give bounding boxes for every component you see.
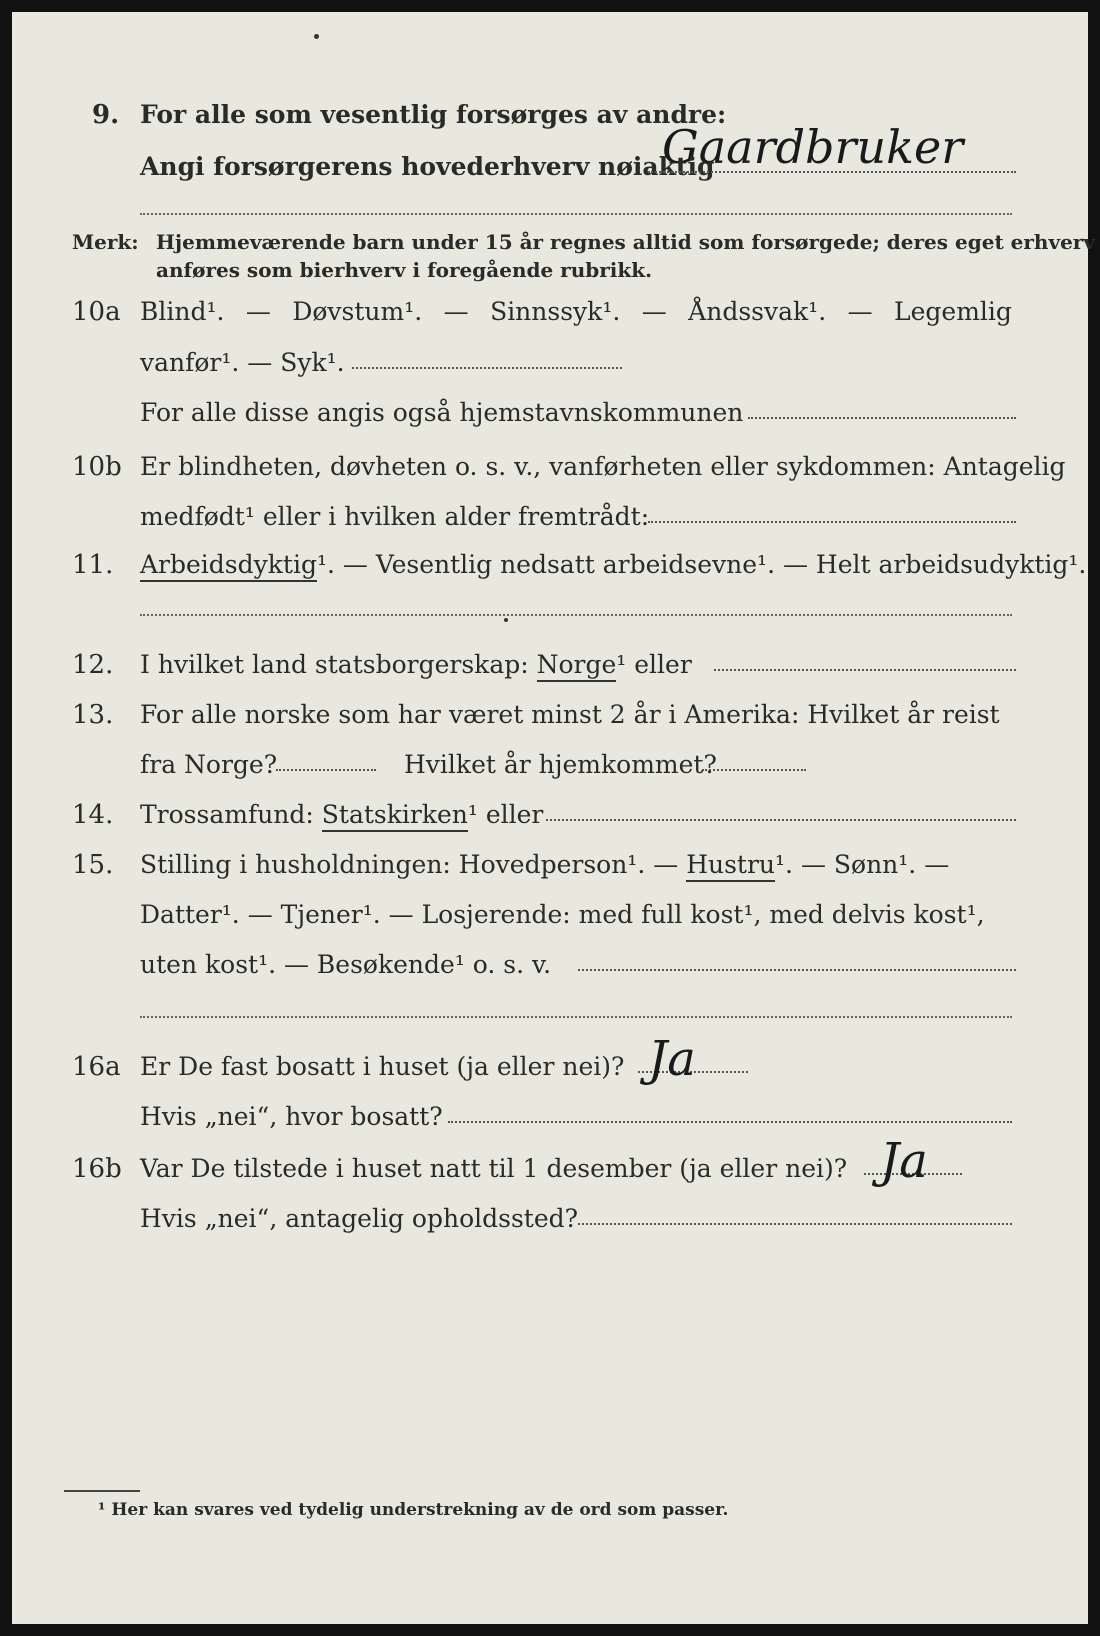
answer-line [748, 416, 1016, 419]
question-number: 13. [72, 700, 114, 730]
note-label: Merk: [72, 230, 139, 254]
question-15-line3: uten kost¹. — Besøkende¹ o. s. v. [140, 950, 552, 979]
question-14-text: Trossamfund: [140, 800, 314, 829]
answer-line [276, 768, 376, 771]
question-number: 15. [72, 850, 114, 880]
paper-speck [504, 618, 508, 622]
question-number: 9. [92, 100, 120, 130]
question-10a-line1 [140, 297, 1012, 327]
question-number: 11. [72, 550, 114, 580]
question-number: 10b [72, 452, 122, 482]
question-9-line1: For alle som vesentlig forsørges av andre: [140, 100, 727, 129]
dash: — [641, 297, 667, 326]
dash: — [443, 297, 469, 326]
handwritten-answer-16b: Ja [880, 1133, 928, 1189]
question-number: 16b [72, 1154, 122, 1184]
question-number: 14. [72, 800, 114, 830]
question-12-post: ¹ eller [616, 650, 692, 679]
answer-line [648, 170, 1016, 173]
answer-line [714, 668, 1016, 671]
question-number: 12. [72, 650, 114, 680]
question-13-line2b: Hvilket år hjemkommet? [404, 750, 717, 779]
question-15-line2: Datter¹. — Tjener¹. — Losjerende: med full kost¹, med delvis kost¹, [140, 900, 985, 929]
question-10a-line2: vanfør¹. — Syk¹. [140, 348, 345, 377]
question-16b-line1: Var De tilstede i huset natt til 1 desember (ja eller nei)? [140, 1154, 848, 1183]
option-legemlig: Legemlig [894, 297, 1012, 326]
footnote-rule [64, 1490, 140, 1492]
underlined-answer: Norge [537, 650, 617, 682]
answer-line [448, 1120, 1012, 1123]
footnote: ¹ Her kan svares ved tydelig understrekning av de ord som passer. [98, 1500, 729, 1520]
question-12-line [140, 650, 692, 680]
option-sinnssyk: Sinnssyk¹. [490, 297, 621, 326]
question-10a-line3: For alle disse angis også hjemstavnskommunen [140, 398, 744, 427]
question-11-line1 [140, 550, 1086, 580]
question-12-text: I hvilket land statsborgerskap: [140, 650, 529, 679]
answer-line [546, 818, 1016, 821]
question-14-post: ¹ eller [467, 800, 544, 829]
census-form-page [12, 12, 1095, 1624]
dash: — [847, 297, 873, 326]
question-10b-line2: medfødt¹ eller i hvilken alder fremtrådt: [140, 502, 650, 531]
answer-line [352, 366, 622, 369]
question-9-line2: Angi forsørgerens hovederhverv nøiaktig [140, 152, 715, 181]
dash: — [245, 297, 271, 326]
underlined-answer: Arbeidsdyktig [140, 550, 317, 582]
handwritten-answer-16a: Ja [648, 1031, 696, 1087]
option-blind: Blind¹. [140, 297, 225, 326]
question-13-line2a: fra Norge? [140, 750, 278, 779]
question-15-line1 [140, 850, 949, 880]
answer-line [140, 1015, 1012, 1018]
handwritten-answer-9: Gaardbruker [662, 120, 964, 174]
question-15-line1b: ¹. — Sønn¹. — [775, 850, 950, 879]
answer-line [140, 613, 1012, 616]
question-13-line1: For alle norske som har været minst 2 år i Amerika: Hvilket år reist [140, 700, 1000, 729]
note-line1: Hjemmeværende barn under 15 år regnes alltid som forsørgede; deres eget erhverv [156, 230, 1095, 254]
answer-line [578, 1222, 1012, 1225]
answer-line [140, 212, 1012, 215]
question-16a-line2: Hvis „nei“, hvor bosatt? [140, 1102, 443, 1131]
option-andssvak: Åndssvak¹. [688, 297, 827, 326]
answer-line [702, 768, 806, 771]
question-15-line1a: Stilling i husholdningen: Hovedperson¹. — [140, 850, 679, 879]
note-line2: anføres som bierhverv i foregående rubrikk. [156, 258, 653, 282]
underlined-answer: Hustru [686, 850, 775, 882]
question-14-line [140, 800, 543, 830]
paper-speck [314, 34, 319, 39]
answer-line [648, 520, 1016, 523]
question-number: 16a [72, 1052, 121, 1082]
option-dovstum: Døvstum¹. [292, 297, 423, 326]
answer-line [578, 968, 1016, 971]
question-number: 10a [72, 297, 121, 327]
question-10b-line1: Er blindheten, døvheten o. s. v., vanførheten eller sykdommen: Antagelig [140, 452, 1066, 481]
question-16b-line2: Hvis „nei“, antagelig opholdssted? [140, 1204, 579, 1233]
question-16a-line1: Er De fast bosatt i huset (ja eller nei)? [140, 1052, 625, 1081]
underlined-answer: Statskirken [322, 800, 468, 832]
question-11-rest: ¹. — Vesentlig nedsatt arbeidsevne¹. — Helt arbeidsudyktig¹. [316, 550, 1087, 579]
